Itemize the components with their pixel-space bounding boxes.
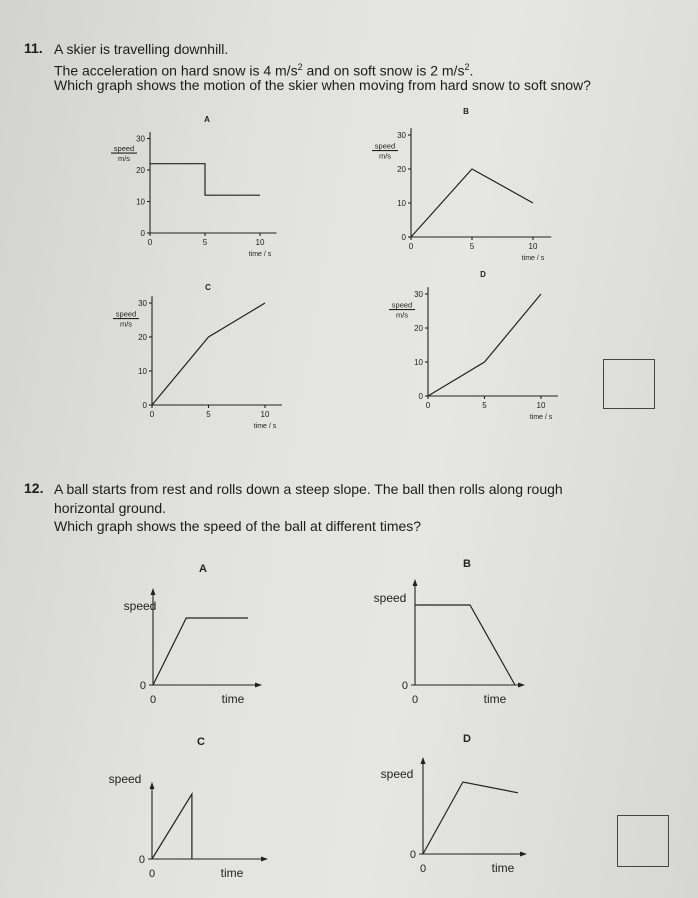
q11-graph-b-label: B: [463, 107, 469, 116]
q11-graph-c-x-tick-label: 0: [149, 410, 155, 419]
question-11-line-3: Which graph shows the motion of the skier when moving from hard snow to soft snow?: [54, 77, 591, 93]
q11-graph-a-y-tick-label: 0: [140, 229, 145, 238]
q11-graph-b-y-label-denominator: m/s: [378, 151, 392, 161]
q11-graph-c-x-tick-label: 10: [260, 410, 270, 419]
q11-graph-d-x-tick-label: 5: [482, 401, 487, 410]
q12-graph-c-y-arrow: [150, 782, 155, 789]
q11-graph-d-y-tick-label: 10: [414, 358, 423, 367]
q11-graph-b-y-label-numerator: speed: [374, 141, 396, 151]
q11-graph-a-label: A: [204, 115, 210, 124]
q11-graph-d-x-tick-label: 0: [425, 401, 431, 410]
q12-graph-d-origin-x: 0: [419, 863, 427, 875]
q11-graph-a-x-tick-label: 0: [147, 238, 153, 247]
q12-graph-d-label: D: [463, 733, 471, 745]
q12-graph-d-x-arrow: [520, 852, 527, 857]
q11-graph-a-x-tick-label: 5: [202, 238, 208, 247]
q11-graph-d-label: D: [480, 270, 486, 279]
q11-graph-a-x-label: time / s: [248, 251, 272, 258]
q11-graph-c-label: C: [205, 283, 211, 292]
q12-graph-c-y-label: speed: [108, 772, 142, 786]
q12-graph-d-line: [423, 782, 518, 854]
q11-graph-c-y-tick-label: 10: [138, 367, 147, 376]
q11-graph-d-y-tick-label: 0: [418, 392, 423, 401]
q11-graph-d-y-tick-label: 20: [414, 324, 423, 333]
q11-graph-b-y-tick-label: 30: [397, 131, 406, 140]
question-12-answer-box[interactable]: [617, 815, 669, 867]
q11-graph-a-y-tick-label: 20: [136, 166, 145, 175]
q11-graph-b-y-tick-label: 20: [397, 165, 406, 174]
q12-graph-b-x-arrow: [518, 683, 525, 688]
question-12-number: 12.: [24, 480, 44, 496]
q11-graph-c-y-tick-label: 30: [138, 299, 147, 308]
q11-graph-d-y-tick-label: 30: [414, 290, 423, 299]
q12-graph-b-line: [415, 605, 515, 685]
q12-graph-c-line: [152, 794, 192, 859]
q12-graph-c-x-label: time: [220, 866, 244, 880]
q11-graph-d-x-label: time / s: [529, 414, 553, 421]
q12-graph-a-origin-x: 0: [149, 694, 157, 706]
q12-graph-b-origin-x: 0: [411, 694, 419, 706]
q11-graph-b-y-tick-label: 10: [397, 199, 406, 208]
q12-graph-b-origin-y: 0: [401, 680, 408, 692]
q11-graph-a-x-tick-label: 10: [255, 238, 265, 247]
q11-graph-d-y-label-denominator: m/s: [395, 310, 409, 320]
q12-graph-c-origin-y: 0: [138, 854, 145, 866]
q12-graph-d-x-label: time: [491, 861, 515, 875]
question-12-line-2: horizontal ground.: [54, 500, 167, 516]
q12-graph-d-y-arrow: [421, 757, 426, 764]
q11-graph-a-y-tick-label: 30: [136, 134, 145, 144]
q11-graph-b-x-tick-label: 0: [408, 242, 414, 251]
question-12-line-3: Which graph shows the speed of the ball at different times?: [54, 518, 422, 534]
q11-graph-c-x-tick-label: 5: [206, 410, 211, 419]
q11-graph-c-x-label: time / s: [253, 423, 277, 430]
q12-graph-d-origin-y: 0: [409, 849, 416, 861]
q12-graph-a-x-label: time: [221, 692, 245, 706]
q12-graph-b-y-label: speed: [373, 591, 407, 605]
question-11-number: 11.: [24, 40, 43, 56]
q11-graph-b-x-tick-label: 5: [469, 242, 475, 251]
question-11-line-1: A skier is travelling downhill.: [54, 41, 229, 57]
q11-graph-a-y-tick-label: 10: [136, 197, 145, 207]
question-11-line-2: The acceleration on hard snow is 4 $m/s^2$ and on soft snow is 2 $m/s^2$.: [54, 62, 474, 79]
question-12-line-1: A ball starts from rest and rolls down a steep slope. The ball then rolls along rough: [54, 481, 563, 497]
q11-graph-d-x-tick-label: 10: [536, 401, 546, 410]
q11-graph-a-y-label-numerator: speed: [113, 144, 135, 154]
q12-graph-a-y-label: speed: [123, 599, 157, 613]
q12-graph-c-x-arrow: [261, 857, 268, 862]
q12-graph-a-label: A: [199, 563, 207, 575]
q12-graph-a-origin-y: 0: [139, 680, 146, 692]
q11-graph-c-y-tick-label: 0: [142, 401, 147, 410]
q12-graph-a-line: [153, 618, 248, 685]
q11-graph-b-x-tick-label: 10: [528, 242, 538, 251]
q11-graph-b-y-tick-label: 0: [401, 233, 406, 242]
q12-graph-b-x-label: time: [483, 692, 507, 706]
q11-graph-a-y-label-denominator: m/s: [117, 154, 131, 164]
q12-graph-b-label: B: [463, 558, 471, 570]
q11-graph-c-y-label-numerator: speed: [115, 309, 137, 319]
q11-graph-c-y-tick-label: 20: [138, 333, 147, 342]
q11-graph-d-y-label-numerator: speed: [391, 300, 413, 310]
q11-graph-b-x-label: time / s: [521, 255, 545, 262]
q12-graph-a-x-arrow: [255, 683, 262, 688]
q12-graph-b-y-arrow: [413, 579, 418, 586]
q12-graph-c-origin-x: 0: [148, 868, 156, 880]
q12-graph-d-y-label: speed: [380, 767, 414, 781]
q12-graph-c-label: C: [197, 736, 205, 748]
q11-graph-c-y-label-denominator: m/s: [119, 319, 133, 329]
q12-graph-a-y-arrow: [151, 588, 156, 595]
